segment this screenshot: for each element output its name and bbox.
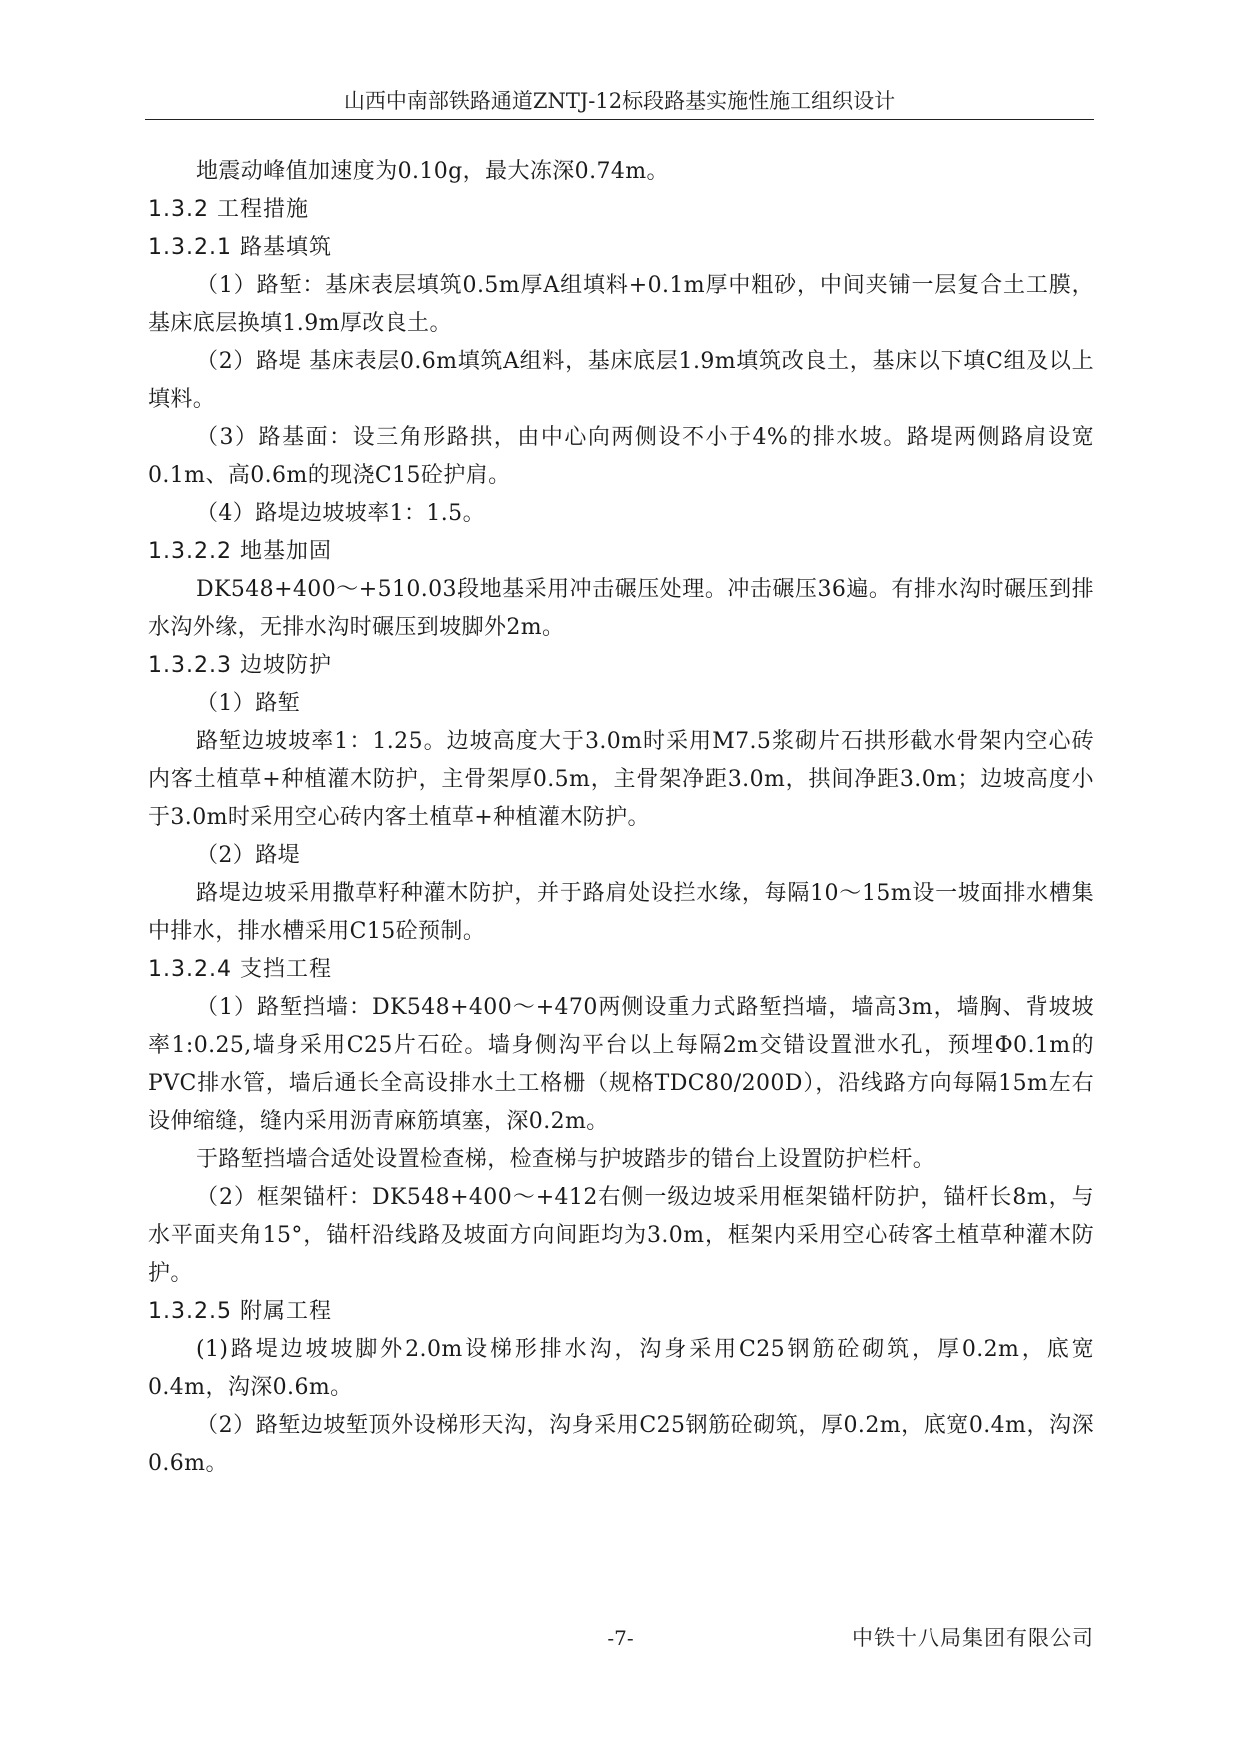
paragraph: DK548+400～+510.03段地基采用冲击碾压处理。冲击碾压36遍。有排水沟时碾压到排水沟外缘，无排水沟时碾压到坡脚外2m。 [148,577,1094,640]
paragraph: （3）路基面：设三角形路拱，由中心向两侧设不小于4%的排水坡。路堤两侧路肩设宽0.1m、高0.6m的现浇C15砼护肩。 [148,425,1094,488]
section-heading: 1.3.2.5 附属工程 [148,1299,332,1324]
paragraph: （2）框架锚杆：DK548+400～+412右侧一级边坡采用框架锚杆防护，锚杆长8m，与水平面夹角15°，锚杆沿线路及坡面方向间距均为3.0m，框架内采用空心砖客土植草种灌木防护。 [148,1185,1094,1286]
page-number: -7- [607,1626,634,1650]
page-header-title: 山西中南部铁路通道ZNTJ-12标段路基实施性施工组织设计 [343,89,896,113]
paragraph: 于路堑挡墙合适处设置检查梯，检查梯与护坡踏步的错台上设置防护栏杆。 [196,1147,936,1172]
footer-company: 中铁十八局集团有限公司 [852,1626,1094,1650]
paragraph: （2）路堤 [196,843,300,868]
paragraph: （1）路堑：基床表层填筑0.5m厚A组填料+0.1m厚中粗砂，中间夹铺一层复合土工膜，基床底层换填1.9m厚改良土。 [148,273,1094,336]
paragraph: （4）路堤边坡坡率1：1.5。 [196,501,485,526]
paragraph: （2）路堑边坡堑顶外设梯形天沟，沟身采用C25钢筋砼砌筑，厚0.2m，底宽0.4m，沟深0.6m。 [148,1413,1094,1476]
paragraph: 路堑边坡坡率1：1.25。边坡高度大于3.0m时采用M7.5浆砌片石拱形截水骨架内空心砖内客土植草+种植灌木防护，主骨架厚0.5m，主骨架净距3.0m，拱间净距3.0m；边坡高度小于3.0m时采用空心砖内客土植草+种植灌木防护。 [148,729,1094,830]
section-heading: 1.3.2.4 支挡工程 [148,957,332,982]
section-heading: 1.3.2.1 路基填筑 [148,235,332,260]
paragraph: （1）路堑 [196,691,300,716]
document-body [148,153,1094,1483]
paragraph: （1）路堑挡墙：DK548+400～+470两侧设重力式路堑挡墙，墙高3m，墙胸、背坡坡率1:0.25,墙身采用C25片石砼。墙身侧沟平台以上每隔2m交错设置泄水孔，预埋Φ0.1m的PVC排水管，墙后通长全高设排水土工格栅（规格TDC80/200D），沿线路方向每隔15m左右设伸缩缝，缝内采用沥青麻筋填塞，深0.2m。 [148,995,1094,1134]
section-heading: 1.3.2.3 边坡防护 [148,653,332,678]
header-rule [145,119,1094,120]
section-heading: 1.3.2 工程措施 [148,197,309,222]
section-heading: 1.3.2.2 地基加固 [148,539,332,564]
paragraph: (1)路堤边坡坡脚外2.0m设梯形排水沟，沟身采用C25钢筋砼砌筑，厚0.2m，底宽0.4m，沟深0.6m。 [148,1337,1094,1400]
paragraph: （2）路堤 基床表层0.6m填筑A组料，基床底层1.9m填筑改良土，基床以下填C组及以上填料。 [148,349,1094,412]
paragraph: 地震动峰值加速度为0.10g，最大冻深0.74m。 [196,159,669,184]
paragraph: 路堤边坡采用撒草籽种灌木防护，并于路肩处设拦水缘，每隔10～15m设一坡面排水槽集中排水，排水槽采用C15砼预制。 [148,881,1094,944]
